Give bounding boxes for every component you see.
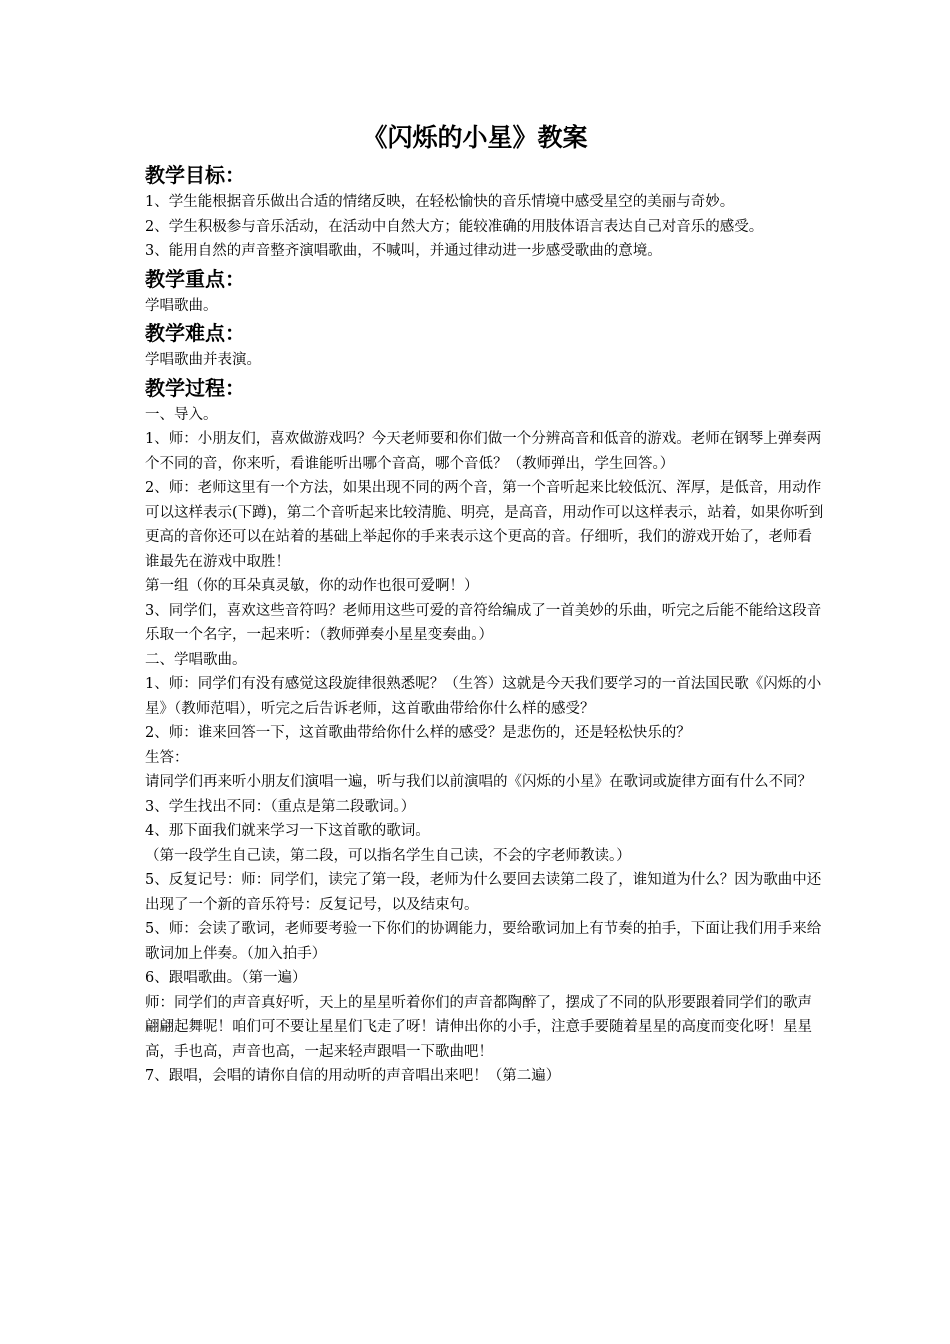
document-body xyxy=(145,160,825,1089)
paragraph: （第一段学生自己读，第二段，可以指名学生自己读，不会的字老师教读。） xyxy=(145,847,631,864)
paragraph: 1、师：小朋友们，喜欢做游戏吗？今天老师要和你们做一个分辨高音和低音的游戏。老师在钢琴上弹奏两个不同的音，你来听，看谁能听出哪个音高，哪个音低？（教师弹出，学生回答。） xyxy=(145,431,822,472)
paragraph: 2、学生积极参与音乐活动，在活动中自然大方；能较准确的用肢体语言表达自己对音乐的感受。 xyxy=(145,218,764,235)
paragraph: 学唱歌曲并表演。 xyxy=(145,352,261,368)
paragraph: 2、师：老师这里有一个方法，如果出现不同的两个音，第一个音听起来比较低沉、浑厚，是低音，用动作可以这样表示(下蹲)，第二个音听起来比较清脆、明亮，是高音，用动作可以这样表示，站着，如果你听到更高的音你还可以在站着的基础上举起你的手来表示这个更高的音。仔细听，我们的游戏开始了，老师看谁最先在游戏中取胜！ xyxy=(145,480,824,570)
paragraph: 一、导入。 xyxy=(145,406,218,423)
paragraph: 学唱歌曲。 xyxy=(145,297,218,314)
paragraph: 1、学生能根据音乐做出合适的情绪反映，在轻松愉快的音乐情境中感受星空的美丽与奇妙。 xyxy=(145,194,735,210)
paragraph: 5、反复记号：师：同学们，读完了第一段，老师为什么要回去读第二段了，谁知道为什么？因为歌曲中还出现了一个新的音乐符号：反复记号，以及结束句。 xyxy=(145,872,822,913)
document-title: 《闪烁的小星》教案 xyxy=(362,123,588,152)
paragraph: 1、师：同学们有没有感觉这段旋律很熟悉呢？（生答）这就是今天我们要学习的一首法国民歌《闪烁的小星》（教师范唱），听完之后告诉老师，这首歌曲带给你什么样的感受？ xyxy=(145,676,822,717)
paragraph: 师：同学们的声音真好听，天上的星星听着你们的声音都陶醉了，摆成了不同的队形要跟着同学们的歌声翩翩起舞呢！咱们可不要让星星们飞走了呀！请伸出你的小手，注意手要随着星星的高度而变化呀！星星高，手也高，声音也高，一起来轻声跟唱一下歌曲吧！ xyxy=(145,994,812,1060)
paragraph: 2、师：谁来回答一下，这首歌曲带给你什么样的感受？是悲伤的，还是轻松快乐的？ xyxy=(145,725,691,741)
paragraph: 生答： xyxy=(145,749,189,766)
paragraph: 6、跟唱歌曲。（第一遍） xyxy=(145,970,307,986)
paragraph: 请同学们再来听小朋友们演唱一遍，听与我们以前演唱的《闪烁的小星》在歌词或旋律方面有什么不同？ xyxy=(145,774,812,790)
paragraph: 7、跟唱，会唱的请你自信的用动听的声音唱出来吧！（第二遍） xyxy=(145,1068,561,1084)
paragraph: 3、能用自然的声音整齐演唱歌曲，不喊叫，并通过律动进一步感受歌曲的意境。 xyxy=(145,243,662,259)
section-heading: 教学重点： xyxy=(145,266,245,291)
paragraph: 3、学生找出不同：（重点是第二段歌词。） xyxy=(145,798,416,815)
section-heading: 教学难点： xyxy=(145,321,245,345)
section-difficulties xyxy=(145,318,825,373)
paragraph: 二、学唱歌曲。 xyxy=(145,651,247,668)
section-key-points xyxy=(145,264,825,319)
paragraph: 3、同学们，喜欢这些音符吗？老师用这些可爱的音符给编成了一首美妙的乐曲，听完之后能不能给这段音乐取一个名字，一起来听：（教师弹奏小星星变奏曲。） xyxy=(145,602,822,643)
paragraph: 第一组（你的耳朵真灵敏，你的动作也很可爱啊！） xyxy=(145,578,479,594)
section-process xyxy=(145,373,825,1089)
section-heading: 教学过程： xyxy=(145,375,245,400)
section-heading: 教学目标： xyxy=(145,163,245,187)
section-objectives xyxy=(145,160,825,264)
paragraph: 5、师：会读了歌词，老师要考验一下你们的协调能力，要给歌词加上有节奏的拍手，下面让我们用手来给歌词加上伴奏。（加入拍手） xyxy=(145,921,822,962)
paragraph: 4、那下面我们就来学习一下这首歌的歌词。 xyxy=(145,823,430,839)
